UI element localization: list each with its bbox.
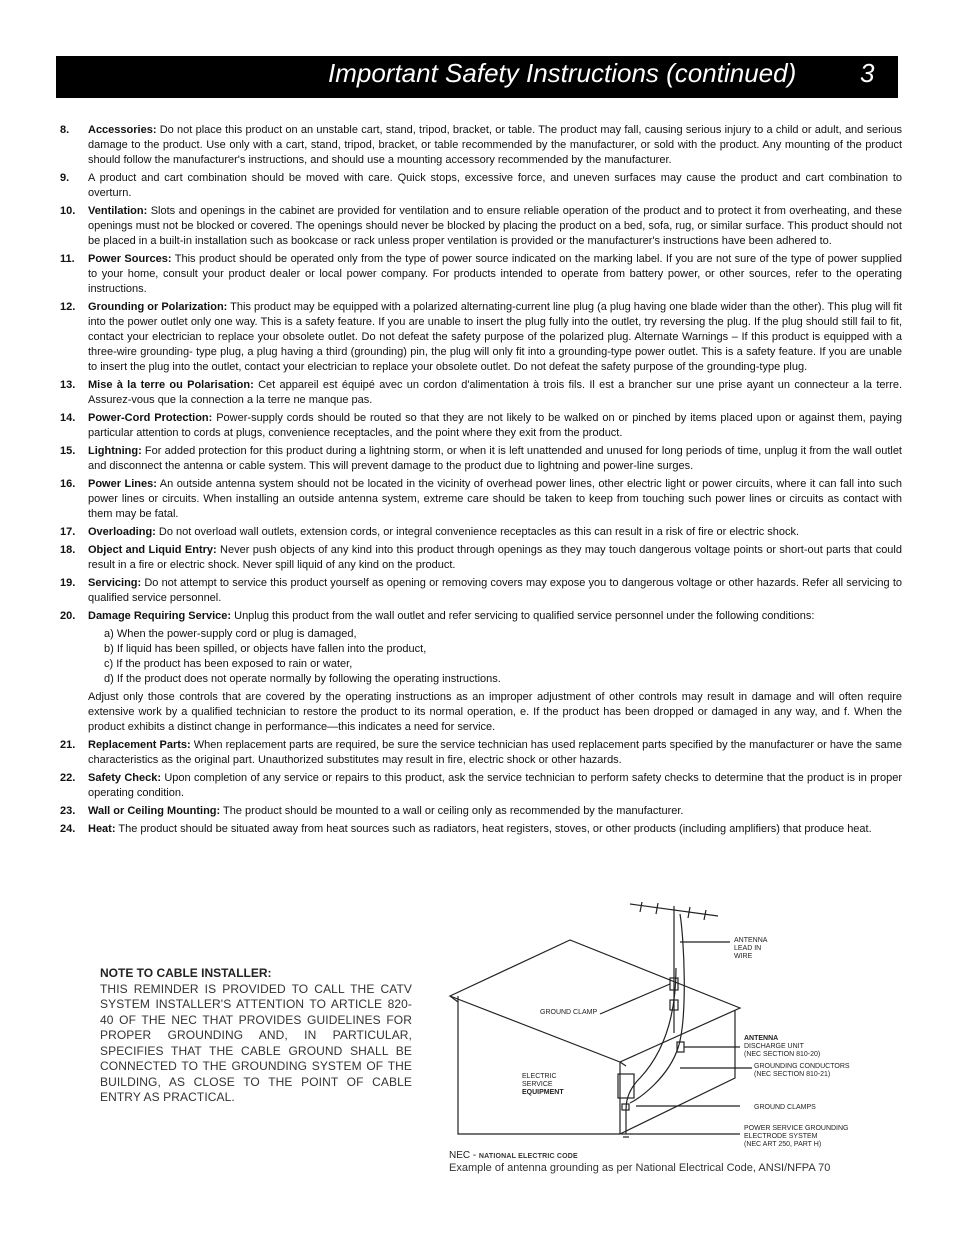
damage-condition: b) If liquid has been spilled, or objects have fallen into the product,: [104, 643, 427, 655]
damage-adjust-paragraph: Adjust only those controls that are covered by the operating instructions as an improper adjustment of other controls may result in damage and will often require extensive work by a qualified technician to restore the product to its normal operation, e. If the product has been dropped or damaged in any way, and f. When the product exhibits a distinct change in performance—this indicates a need for service.: [88, 691, 902, 733]
page-header: [56, 56, 898, 98]
diagram-caption-line: Example of antenna grounding as per National Electrical Code, ANSI/NFPA 70: [449, 1162, 831, 1174]
instruction-item: 14. Power-Cord Protection: Power-supply cords should be routed so that they are not likely to be walked on or pinched by items placed upon or against them, paying particular attention to cords at plugs, convenience receptacles, and the point where they exit from the product.: [60, 412, 902, 439]
label-ground-clamp: GROUND CLAMP: [540, 1009, 598, 1016]
instruction-item: 22. Safety Check: Upon completion of any service or repairs to this product, ask the service technician to perform safety checks to determine that the product is in proper operating condition.: [60, 772, 902, 799]
label-discharge-unit: ANTENNA DISCHARGE UNIT (NEC SECTION 810-20): [744, 1035, 821, 1058]
instruction-item: 9. A product and cart combination should be moved with care. Quick stops, excessive force, and uneven surfaces may cause the product and cart combination to overturn.: [60, 172, 902, 199]
instruction-item: 10. Ventilation: Slots and openings in the cabinet are provided for ventilation and to ensure reliable operation of the product and to protect it from overheating, and these openings must not be blocked or covered. The openings should never be blocked by placing the product on a bed, sofa, rug, or similar surface. This product should not be placed in a built-in installation such as bookcase or rack unless proper ventilation is provided or the manufacturer's instructions have been adhered to.: [60, 205, 902, 247]
cable-installer-note: [100, 966, 412, 1106]
house-right-wall: [620, 1010, 735, 1134]
antenna-grounding-diagram: [440, 898, 900, 1148]
instruction-item: 21. Replacement Parts: When replacement parts are required, be sure the service technician has used replacement parts specified by the manufacturer or have the same characteristics as the original part. Unauthorized substitutes may result in fire, electric shock or other hazards.: [60, 739, 902, 766]
instruction-item: 17. Overloading: Do not overload wall outlets, extension cords, or integral convenience receptacles as this can result in a risk of fire or electric shock.: [60, 526, 800, 538]
house-roof: [450, 940, 740, 1062]
instruction-item: 20. Damage Requiring Service: Unplug this product from the wall outlet and refer servicing to qualified service personnel under the following conditions:: [60, 610, 815, 622]
instruction-item: 12. Grounding or Polarization: This product may be equipped with a polarized alternating-current line plug (a plug having one blade wider than the other). This plug will fit into the power outlet only one way. This is a safety feature. If you are unable to insert the plug fully into the outlet, try reversing the plug. If the plug should still fail to fit, contact your electrician to replace your obsolete outlet. Do not defeat the safety purpose of the polarized plug. Alternate Warnings – If this product is equipped with a three-wire grounding- type plug, a plug having a third (grounding) pin, the plug will only fit into a grounding-type power outlet. This is a safety feature. If you are unable to insert the plug into the outlet, contact your electrician to replace your obsolete outlet. Do not defeat the safety purpose of the grounding-type plug.: [60, 301, 902, 373]
leader-line: [600, 984, 670, 1014]
page-number: 3: [860, 58, 875, 88]
instruction-item: 13. Mise à la terre ou Polarisation: Cet appareil est équipé avec un cordon d'alimentation à trois fils. Il est a brancher sur une prise ayant un connecteur a la terre. Assurez-vous que la connection a la terre ne manque pas.: [60, 379, 902, 406]
page-title: Important Safety Instructions (continued): [328, 58, 797, 88]
instruction-item: 15. Lightning: For added protection for this product during a lightning storm, or when it is left unattended and unused for long periods of time, unplug it from the wall outlet and disconnect the antenna or cable system. This will prevent damage to the product due to lightning and power-line surges.: [60, 445, 902, 472]
instruction-item: 18. Object and Liquid Entry: Never push objects of any kind into this product through openings as they may touch dangerous voltage points or short-out parts that could result in a fire or electric shock. Never spill liquid of any kind on the product.: [60, 544, 902, 571]
instruction-item: 16. Power Lines: An outside antenna system should not be located in the vicinity of overhead power lines, other electric light or power circuits, where it can fall into such power lines or circuits. When installing an outside antenna system, extreme care should be taken to keep from touching such power lines or circuits as contact with them may be fatal.: [60, 478, 902, 520]
note-body: THIS REMINDER IS PROVIDED TO CALL THE CATV SYSTEM INSTALLER'S ATTENTION TO ARTICLE 820-40 OF THE NEC THAT PROVIDES GUIDELINES FOR PROPER GROUNDING AND, IN PARTICULAR, SPECIFIES THAT THE CABLE GROUND SHALL BE CONNECTED TO THE GROUNDING SYSTEM OF THE BUILDING, AS CLOSE TO THE POINT OF CABLE ENTRY AS PRACTICAL.: [100, 981, 412, 1104]
antenna-element: [640, 902, 642, 912]
instruction-item: 11. Power Sources: This product should be operated only from the type of power source indicated on the marking label. If you are not sure of the type of power supplied to your home, consult your product dealer or local power company. For products intended to operate from battery power, or other sources, refer to the operating instructions.: [60, 253, 902, 295]
antenna-element: [656, 903, 658, 914]
instruction-item: 19. Servicing: Do not attempt to service this product yourself as opening or removing covers may expose you to dangerous voltage or other hazards. Refer all servicing to qualified service personnel.: [60, 577, 902, 604]
house-left-wall: [458, 996, 620, 1134]
diagram-caption: [449, 1150, 578, 1161]
nec-full-name: NATIONAL ELECTRIC CODE: [478, 1153, 578, 1160]
instruction-item: 24. Heat: The product should be situated away from heat sources such as radiators, heat registers, stoves, or other products (including amplifiers) that produce heat.: [60, 823, 872, 835]
antenna-element: [704, 910, 706, 920]
damage-condition: d) If the product does not operate normally by following the operating instructions.: [104, 673, 501, 685]
damage-condition: c) If the product has been exposed to rain or water,: [104, 658, 353, 670]
label-antenna-lead: ANTENNA LEAD IN WIRE: [734, 937, 768, 960]
damage-conditions-list: [104, 627, 902, 687]
damage-condition: a) When the power-supply cord or plug is damaged,: [104, 628, 357, 640]
label-grounding-conductors: GROUNDING CONDUCTORS (NEC SECTION 810-21): [754, 1063, 850, 1078]
label-ground-clamps: GROUND CLAMPS: [754, 1104, 816, 1111]
instruction-item: 8. Accessories: Do not place this product on an unstable cart, stand, tripod, bracket, or table. The product may fall, causing serious injury to a child or adult, and serious damage to the product. Use only with a cart, stand, tripod, bracket, or table recommended by the manufacturer, or sold with the product. Any mounting of the product should follow the manufacturer's instructions, and should use a mounting accessory recommended by the manufacturer.: [60, 124, 902, 166]
label-power-service: POWER SERVICE GROUNDING ELECTRODE SYSTEM (NEC ART 250, PART H): [744, 1125, 849, 1148]
label-electric-service: ELECTRIC SERVICE EQUIPMENT: [522, 1073, 564, 1096]
nec-label: NEC -: [449, 1150, 477, 1161]
instruction-item: 23. Wall or Ceiling Mounting: The product should be mounted to a wall or ceiling only as recommended by the manufacturer.: [60, 805, 684, 817]
note-heading: NOTE TO CABLE INSTALLER:: [100, 966, 272, 980]
lead-in-wire: [630, 914, 684, 1103]
safety-instructions-list: [56, 123, 902, 840]
